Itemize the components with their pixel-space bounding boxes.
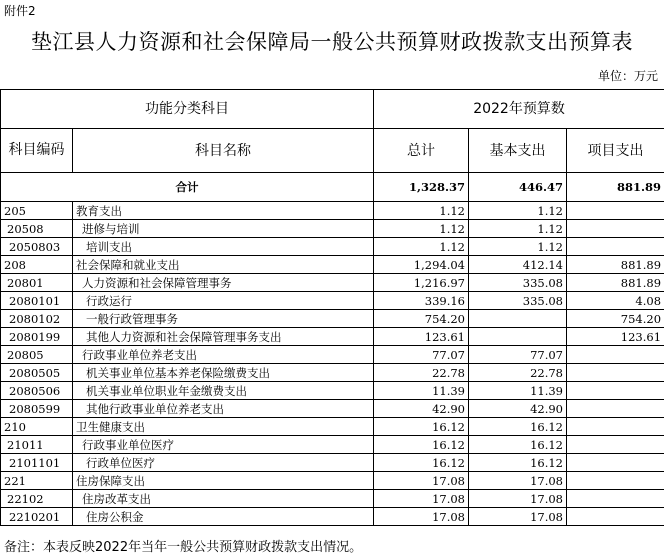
row-total: 1,216.97 [374,274,469,292]
row-project: 754.20 [567,310,664,328]
row-total: 17.08 [374,472,469,490]
row-total: 1.12 [374,220,469,238]
row-total: 16.12 [374,418,469,436]
row-basic: 17.08 [469,508,567,526]
code-column-header: 科目编码 [1,129,73,173]
row-name: 其他人力资源和社会保障管理事务支出 [73,328,374,346]
table-row [1,202,664,220]
table-row [1,328,664,346]
row-total: 754.20 [374,310,469,328]
table-row [1,382,664,400]
unit-label: 单位：万元 [597,69,658,83]
row-basic: 1.12 [469,220,567,238]
row-total: 1.12 [374,202,469,220]
row-code: 2080102 [1,310,73,328]
row-basic: 412.14 [469,256,567,274]
row-basic: 22.78 [469,364,567,382]
row-code: 21011 [1,436,73,454]
row-code: 22102 [1,490,73,508]
row-project: 123.61 [567,328,664,346]
table-row [1,472,664,490]
budget-year-header: 2022年预算数 [374,90,664,129]
row-name: 机关事业单位基本养老保险缴费支出 [73,364,374,382]
row-basic: 11.39 [469,382,567,400]
row-project [567,238,664,256]
row-project [567,400,664,418]
row-code: 205 [1,202,73,220]
row-project: 881.89 [567,256,664,274]
row-basic: 77.07 [469,346,567,364]
row-code: 2080199 [1,328,73,346]
row-project: 4.08 [567,292,664,310]
row-project [567,436,664,454]
total-basic: 446.47 [469,173,567,202]
row-total: 17.08 [374,508,469,526]
row-basic [469,310,567,328]
row-code: 221 [1,472,73,490]
row-name: 住房公积金 [73,508,374,526]
row-project [567,346,664,364]
row-total: 1,294.04 [374,256,469,274]
row-basic: 16.12 [469,418,567,436]
row-project [567,472,664,490]
table-row [1,274,664,292]
row-basic [469,328,567,346]
table-row [1,490,664,508]
row-code: 2080599 [1,400,73,418]
attachment-label: 附件2 [4,4,36,18]
row-total: 17.08 [374,490,469,508]
basic-column-header: 基本支出 [469,129,567,173]
table-row [1,238,664,256]
table-row [1,400,664,418]
row-basic: 42.90 [469,400,567,418]
row-total: 339.16 [374,292,469,310]
row-project [567,202,664,220]
table-row [1,418,664,436]
row-name: 教育支出 [73,202,374,220]
row-name: 行政事业单位医疗 [73,436,374,454]
row-project [567,418,664,436]
table-row [1,310,664,328]
row-code: 20508 [1,220,73,238]
row-name: 行政单位医疗 [73,454,374,472]
row-basic: 17.08 [469,472,567,490]
row-total: 42.90 [374,400,469,418]
row-basic: 16.12 [469,454,567,472]
row-total: 22.78 [374,364,469,382]
page-title: 垫江县人力资源和社会保障局一般公共预算财政拨款支出预算表 [31,30,633,54]
total-column-header: 总计 [374,129,469,173]
footnote: 备注：本表反映2022年当年一般公共预算财政拨款支出情况。 [4,540,363,555]
row-name: 行政事业单位养老支出 [73,346,374,364]
row-code: 2080505 [1,364,73,382]
row-code: 2080506 [1,382,73,400]
row-name: 进修与培训 [73,220,374,238]
row-project [567,382,664,400]
table-row [1,436,664,454]
row-code: 20805 [1,346,73,364]
row-basic: 17.08 [469,490,567,508]
table-row [1,220,664,238]
project-column-header: 项目支出 [567,129,664,173]
row-project [567,454,664,472]
row-total: 123.61 [374,328,469,346]
total-sum: 1,328.37 [374,173,469,202]
row-name: 一般行政管理事务 [73,310,374,328]
table-row [1,454,664,472]
function-category-header: 功能分类科目 [1,90,374,129]
group-header-row [1,90,664,129]
table-row [1,292,664,310]
total-row [1,173,664,202]
row-basic: 1.12 [469,202,567,220]
row-basic: 335.08 [469,292,567,310]
row-code: 210 [1,418,73,436]
row-name: 机关事业单位职业年金缴费支出 [73,382,374,400]
row-name: 培训支出 [73,238,374,256]
row-total: 16.12 [374,436,469,454]
row-project: 881.89 [567,274,664,292]
row-name: 卫生健康支出 [73,418,374,436]
row-total: 11.39 [374,382,469,400]
row-name: 住房保障支出 [73,472,374,490]
row-name: 社会保障和就业支出 [73,256,374,274]
row-project [567,490,664,508]
name-column-header: 科目名称 [73,129,374,173]
row-name: 住房改革支出 [73,490,374,508]
budget-table [0,89,664,526]
row-code: 2101101 [1,454,73,472]
row-total: 1.12 [374,238,469,256]
row-project [567,364,664,382]
row-code: 208 [1,256,73,274]
row-basic: 16.12 [469,436,567,454]
row-name: 其他行政事业单位养老支出 [73,400,374,418]
row-code: 2080101 [1,292,73,310]
row-total: 77.07 [374,346,469,364]
row-name: 人力资源和社会保障管理事务 [73,274,374,292]
row-total: 16.12 [374,454,469,472]
column-header-row [1,129,664,173]
table-row [1,508,664,526]
row-code: 2210201 [1,508,73,526]
total-label: 合计 [1,173,374,202]
row-project [567,508,664,526]
table-row [1,346,664,364]
row-basic: 1.12 [469,238,567,256]
row-code: 20801 [1,274,73,292]
row-code: 2050803 [1,238,73,256]
table-row [1,256,664,274]
table-row [1,364,664,382]
row-name: 行政运行 [73,292,374,310]
row-basic: 335.08 [469,274,567,292]
total-project: 881.89 [567,173,664,202]
row-project [567,220,664,238]
